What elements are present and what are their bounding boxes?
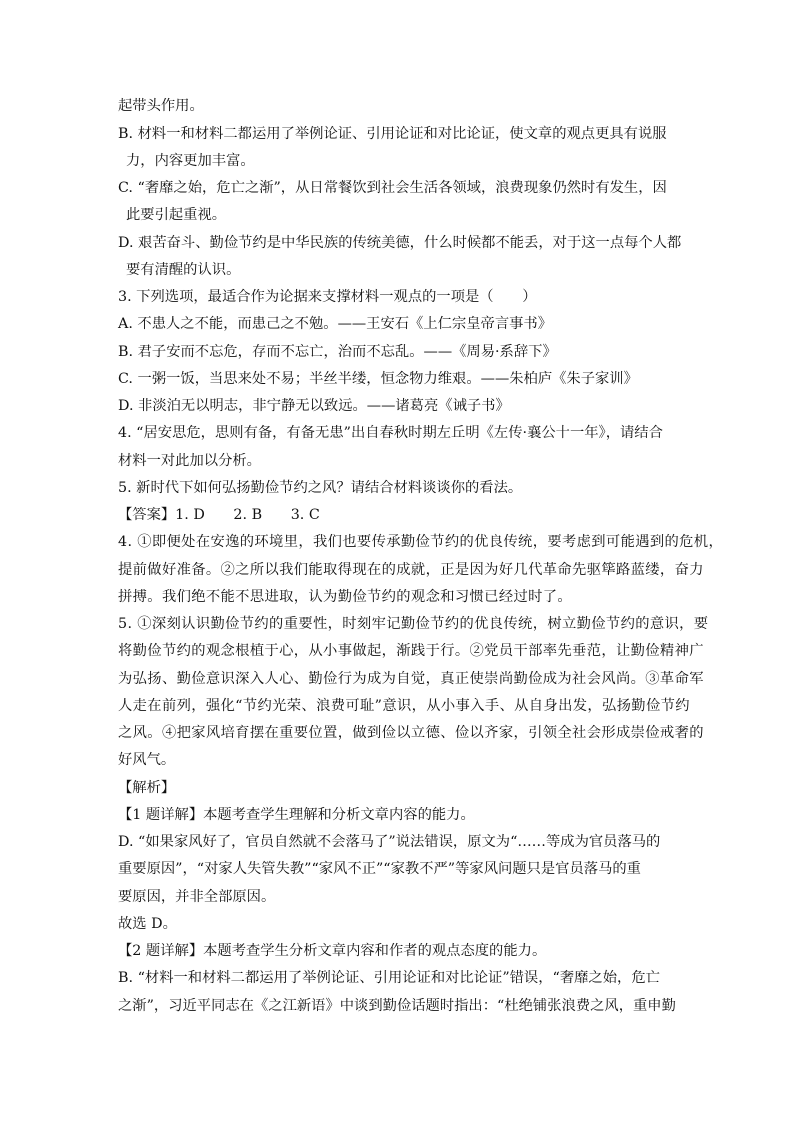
text-line: A. 不患人之不能，而患己之不勉。——王安石《上仁宗皇帝言事书》	[118, 316, 553, 332]
text-line: D. 艰苦奋斗、勤俭节约是中华民族的传统美德，什么时候都不能丢，对于这一点每个人都	[118, 235, 682, 251]
text-line: 此要引起重视。	[126, 207, 227, 223]
text-line: 提前做好准备。②之所以我们能取得现在的成就，正是因为好几代革命先驱筚路蓝缕，奋力	[118, 562, 704, 578]
text-line: B. 材料一和材料二都运用了举例论证、引用论证和对比论证，使文章的观点更具有说服	[118, 126, 667, 142]
text-line: C. “奢靡之始，危亡之渐”，从日常餐饮到社会生活各领域，浪费现象仍然时有发生，因	[118, 180, 667, 196]
text-line: 4. ①即便处在安逸的环境里，我们也要传承勤俭节约的优良传统，要考虑到可能遇到的危机，	[118, 534, 724, 550]
text-line: 5. ①深刻认识勤俭节约的重要性，时刻牢记勤俭节约的优良传统，树立勤俭节约的意识，要	[118, 616, 709, 632]
analysis-heading: 【解析】	[118, 780, 176, 796]
answer-heading: 【答案】1. D 2. B 3. C	[118, 507, 320, 523]
text-line: D. “如果家风好了，官员自然就不会落马了”说法错误，原文为“……等成为官员落马的	[118, 834, 661, 850]
text-line: 故选 D。	[118, 916, 177, 932]
text-line: D. 非淡泊无以明志，非宁静无以致远。——诸葛亮《诫子书》	[118, 398, 510, 414]
text-line: 材料一对此加以分析。	[118, 453, 261, 469]
text-line: 力，内容更加丰富。	[126, 153, 255, 169]
text-line: 3. 下列选项，最适合作为论据来支撑材料一观点的一项是（ ）	[118, 289, 537, 305]
text-line: B. “材料一和材料二都运用了举例论证、引用论证和对比论证”错误，“奢靡之始，危亡	[118, 970, 660, 986]
text-line: 之渐”，习近平同志在《之江新语》中谈到勤俭话题时指出：“杜绝铺张浪费之风，重申勤	[118, 998, 676, 1014]
text-line: 拼搏。我们绝不能不思进取，认为勤俭节约的观念和习惯已经过时了。	[118, 589, 573, 605]
text-line: 4. “居安思危，思则有备，有备无患”出自春秋时期左丘明《左传·襄公十一年》，请结合	[118, 425, 663, 441]
text-line: 起带头作用。	[118, 98, 204, 114]
text-line: 将勤俭节约的观念根植于心，从小事做起，渐践于行。②党员干部率先垂范，让勤俭精神广	[118, 643, 704, 659]
text-line: 要有清醒的认识。	[126, 262, 241, 278]
text-line: C. 一粥一饭，当思来处不易；半丝半缕，恒念物力维艰。——朱柏庐《朱子家训》	[118, 371, 638, 387]
text-line: 好风气。	[118, 752, 176, 768]
text-line: 要原因，并非全部原因。	[118, 889, 276, 905]
text-line: 重要原因”，“对家人失管失教”“家风不正”“家教不严”等家风问题只是官员落马的重	[118, 861, 641, 877]
text-line: 5. 新时代下如何弘扬勤俭节约之风？请结合材料谈谈你的看法。	[118, 480, 523, 496]
text-line: B. 君子安而不忘危，存而不忘亡，治而不忘乱。——《周易·系辞下》	[118, 344, 557, 360]
text-line: 之风。④把家风培育摆在重要位置，做到俭以立德、俭以齐家，引领全社会形成崇俭戒奢的	[118, 725, 704, 741]
text-line: 为弘扬、勤俭意识深入人心、勤俭行为成为自觉，真正使崇尚勤俭成为社会风尚。③革命军	[118, 671, 704, 687]
text-line: 【1 题详解】本题考查学生理解和分析文章内容的能力。	[118, 807, 475, 823]
text-line: 【2 题详解】本题考查学生分析文章内容和作者的观点态度的能力。	[118, 943, 547, 959]
text-line: 人走在前列，强化“节约光荣、浪费可耻”意识，从小事入手、从自身出发，弘扬勤俭节约	[118, 698, 690, 714]
